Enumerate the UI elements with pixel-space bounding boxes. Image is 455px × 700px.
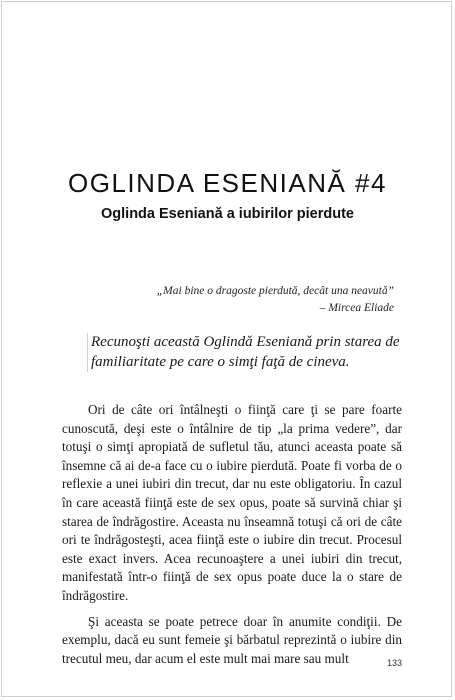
epigraph bbox=[157, 283, 394, 317]
epigraph-author: – Mircea Eliade bbox=[319, 302, 394, 314]
intro-paragraph: Recunoşti această Oglindǎ Esenianǎ prin starea de familiaritate pe care o simţi faţă de cineva. bbox=[87, 333, 411, 372]
body-paragraph: Şi aceasta se poate petrece doar în anumite condiţii. De exemplu, dacă eu sunt femeie şi bărbatul reprezintă o iubire din trecutul meu, dar acum el este mult mai mare sau mult bbox=[62, 613, 402, 666]
chapter-title: OGLINDA ESENIANĂ #4 bbox=[68, 168, 387, 198]
epigraph-quote: „Mai bine o dragoste pierdută, decât una neavută” bbox=[156, 285, 394, 297]
body-text bbox=[62, 401, 402, 668]
body-paragraph: Ori de câte ori întâlneşti o fiinţă care ţi se pare foarte cunoscută, deşi este o întâlnire de tip „la prima vedere”, dar totuşi o simţi apropiată de sufletul tău, atunci aceasta poate să însemne că ai de-a face cu o iubire pierdută. Poate fi vorba de o reflexie a unei iubiri din trecut, dar nu este obligatoriu. În cazul în care această fiinţă este de sex opus, poate să survină chiar şi starea de îndrăgostire. Aceasta nu înseamnă totuşi că ori de câte ori te îndrăgosteşti, acea fiinţă este o iubire din trecut. Procesul este exact invers. Acea recunoaştere a unei iubiri din trecut, manifestată într-o fiinţă de sex opus poate duce la o stare de îndrăgostire. bbox=[62, 402, 402, 603]
page-number: 133 bbox=[386, 658, 402, 668]
chapter-subtitle: Oglinda Esenianǎ a iubirilor pierdute bbox=[101, 206, 354, 222]
